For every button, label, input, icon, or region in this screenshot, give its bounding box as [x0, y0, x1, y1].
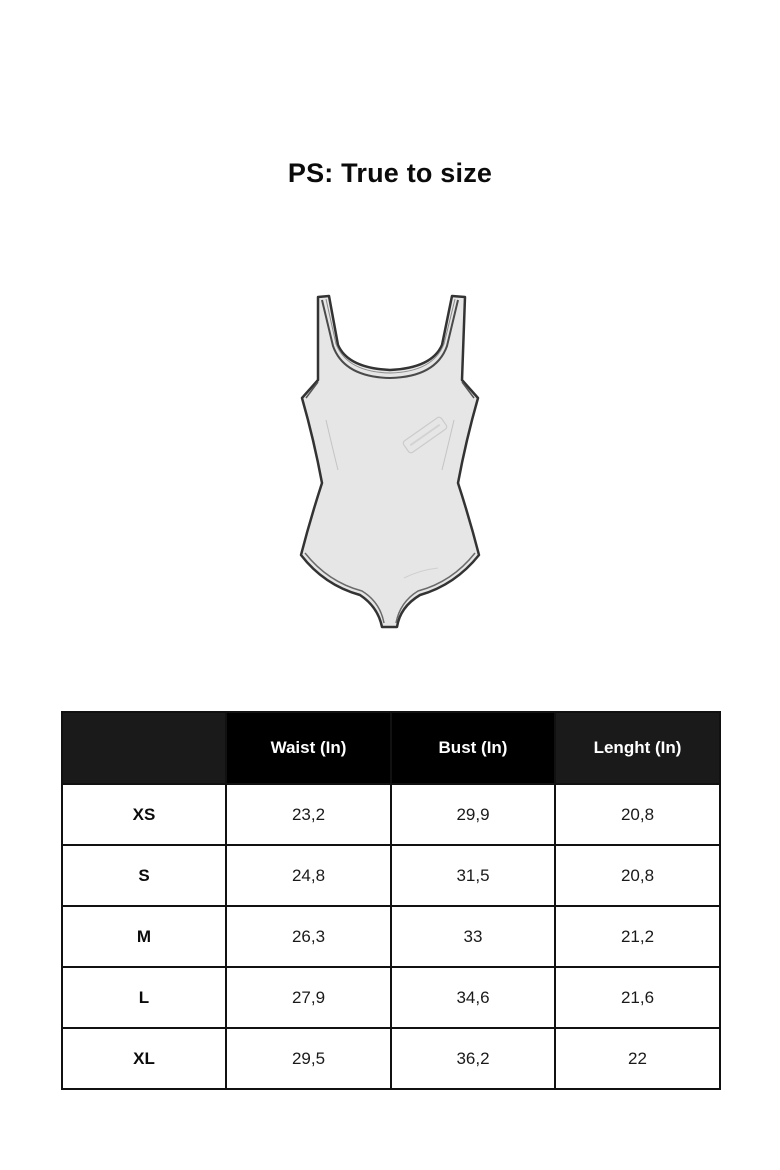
size-label: XS: [62, 784, 226, 845]
bodysuit-icon: [292, 290, 488, 632]
waist-value: 27,9: [226, 967, 391, 1028]
size-label: XL: [62, 1028, 226, 1089]
length-value: 21,2: [555, 906, 720, 967]
length-value: 22: [555, 1028, 720, 1089]
header-size: [62, 712, 226, 784]
header-bust: Bust (In): [391, 712, 555, 784]
waist-value: 26,3: [226, 906, 391, 967]
header-length: Lenght (In): [555, 712, 720, 784]
bust-value: 36,2: [391, 1028, 555, 1089]
size-label: S: [62, 845, 226, 906]
table-row: [62, 906, 720, 967]
length-value: 21,6: [555, 967, 720, 1028]
bust-value: 33: [391, 906, 555, 967]
waist-value: 23,2: [226, 784, 391, 845]
table-row: [62, 1028, 720, 1089]
size-chart-table: [61, 711, 721, 1090]
table-row: [62, 967, 720, 1028]
size-label: L: [62, 967, 226, 1028]
table-row: [62, 784, 720, 845]
header-waist: Waist (In): [226, 712, 391, 784]
bust-value: 31,5: [391, 845, 555, 906]
size-label: M: [62, 906, 226, 967]
bust-value: 34,6: [391, 967, 555, 1028]
bodysuit-illustration: [292, 290, 488, 632]
waist-value: 24,8: [226, 845, 391, 906]
bust-value: 29,9: [391, 784, 555, 845]
length-value: 20,8: [555, 784, 720, 845]
length-value: 20,8: [555, 845, 720, 906]
table-header-row: [62, 712, 720, 784]
table-row: [62, 845, 720, 906]
page-title: PS: True to size: [287, 158, 493, 188]
waist-value: 29,5: [226, 1028, 391, 1089]
